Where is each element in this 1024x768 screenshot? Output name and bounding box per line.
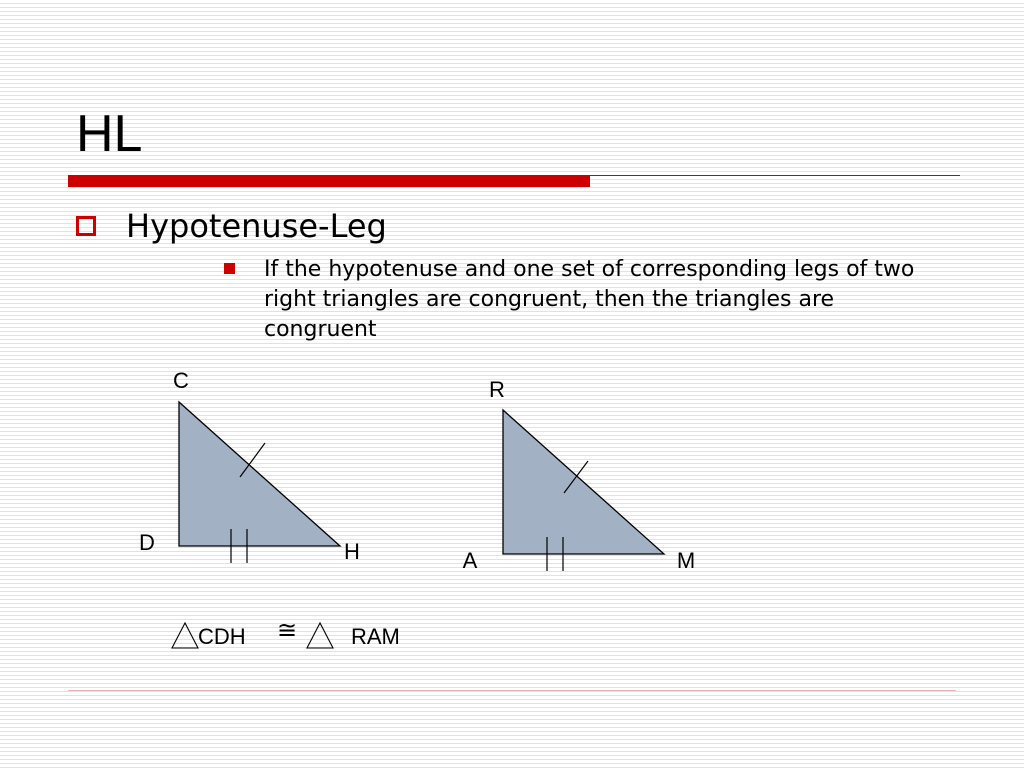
vertex-label-h: H: [344, 539, 360, 564]
triangle-cdh: [139, 368, 360, 564]
vertex-label-m: M: [676, 548, 696, 573]
bullet-text-hypotenuse-leg: Hypotenuse-Leg: [126, 207, 387, 245]
sub-bullet-text: If the hypotenuse and one set of corresponding legs of two right triangles are congruent, then the triangles are congruent: [264, 257, 915, 342]
triangle-ram: [463, 377, 696, 573]
vertex-label-a: A: [462, 548, 478, 573]
triangle-symbol-icon: [172, 623, 198, 648]
triangle-name-cdh: CDH: [198, 624, 246, 649]
triangle-symbol-icon: [307, 623, 333, 648]
congruence-statement: [172, 616, 400, 649]
vertex-label-r: R: [489, 377, 505, 402]
vertex-label-c: C: [173, 368, 189, 393]
triangle-ram-shape: [503, 410, 664, 554]
footer-divider: [68, 690, 956, 691]
congruent-symbol: ≅: [276, 616, 298, 644]
triangle-cdh-shape: [179, 402, 340, 546]
triangle-name-ram: RAM: [351, 624, 400, 649]
slide-title: HL: [76, 105, 143, 163]
vertex-label-d: D: [139, 530, 155, 555]
